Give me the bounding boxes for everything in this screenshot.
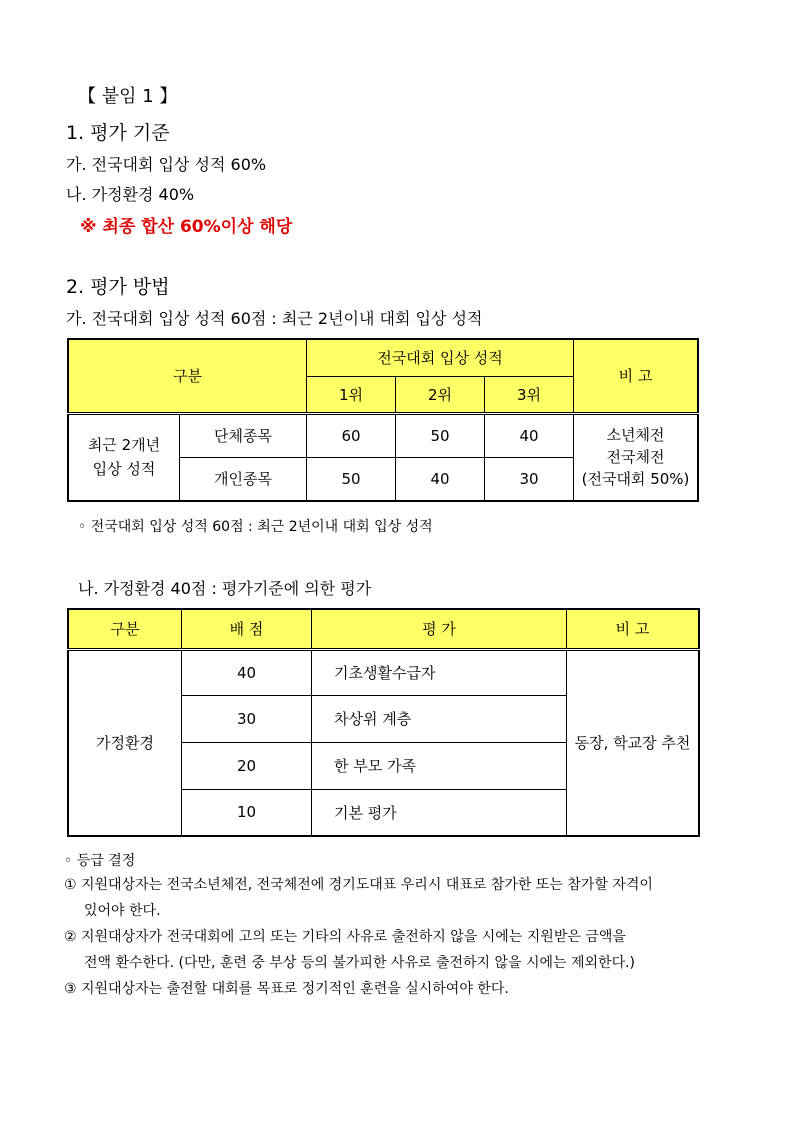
header-rank-1: 1위: [307, 376, 396, 413]
header-category: 구분: [68, 339, 307, 413]
remark-cell: [574, 413, 699, 501]
remark-cell: 동장, 학교장 추천: [567, 649, 700, 836]
evaluation-cell: 기초생활수급자: [312, 649, 567, 695]
category-cell: 가정환경: [68, 649, 182, 836]
attachment-label: 【 붙임 1 】: [78, 86, 178, 107]
evaluation-cell: 차상위 계층: [312, 695, 567, 742]
table-cell: 40: [396, 457, 485, 501]
table-cell: 50: [396, 413, 485, 457]
row-label: [68, 413, 180, 501]
header-group: 전국대회 입상 성적: [307, 339, 574, 376]
score-cell: 30: [182, 695, 312, 742]
remark-line-3: (전국대회 50%): [581, 470, 690, 489]
subsection-a: 가. 전국대회 입상 성적 60점 : 최근 2년이내 대회 입상 성적: [66, 309, 483, 328]
header-remark: 비 고: [574, 339, 699, 413]
rule-2: ② 지원대상자가 전국대회에 고의 또는 기타의 사유로 출전하지 않을 시에는 지원받은 금액을: [64, 929, 626, 945]
rule-1-cont: 있어야 한다.: [84, 903, 161, 919]
threshold-note: ※ 최종 합산 60%이상 해당: [80, 217, 293, 237]
table-cell: 40: [485, 413, 574, 457]
section1-heading: 1. 평가 기준: [66, 122, 170, 144]
table-cell: 50: [307, 457, 396, 501]
row-label-line-2: 입상 성적: [92, 460, 156, 479]
evaluation-cell: 기본 평가: [312, 789, 567, 836]
family-environment-table: [67, 608, 700, 837]
table-cell: 60: [307, 413, 396, 457]
header-rank-2: 2위: [396, 376, 485, 413]
score-cell: 40: [182, 649, 312, 695]
rule-3: ③ 지원대상자는 출전할 대회를 목표로 정기적인 훈련을 실시하여야 한다.: [64, 981, 509, 997]
header-category: 구분: [68, 609, 182, 649]
event-type-individual: 개인종목: [180, 457, 307, 501]
remark-line-2: 전국체전: [606, 448, 665, 467]
header-evaluation: 평 가: [312, 609, 567, 649]
section2-heading: 2. 평가 방법: [66, 276, 170, 298]
score-cell: 20: [182, 742, 312, 789]
criteria-item-2: 나. 가정환경 40%: [66, 185, 195, 204]
criteria-item-1: 가. 전국대회 입상 성적 60%: [66, 155, 267, 174]
subsection-b: 나. 가정환경 40점 : 평가기준에 의한 평가: [78, 579, 372, 598]
competition-score-table: [67, 338, 699, 502]
header-rank-3: 3위: [485, 376, 574, 413]
evaluation-cell: 한 부모 가족: [312, 742, 567, 789]
row-label-line-1: 최근 2개년: [87, 436, 161, 455]
remark-line-1: 소년체전: [606, 426, 665, 445]
grade-title: ◦ 등급 결정: [64, 853, 136, 869]
score-cell: 10: [182, 789, 312, 836]
event-type-team: 단체종목: [180, 413, 307, 457]
header-remark: 비 고: [567, 609, 700, 649]
header-score: 배 점: [182, 609, 312, 649]
rule-2-cont: 전액 환수한다. (다만, 훈련 중 부상 등의 불가피한 사유로 출전하지 않을 시에는 제외한다.): [84, 955, 636, 971]
rule-1: ① 지원대상자는 전국소년체전, 전국체전에 경기도대표 우리시 대표로 참가한 또는 참가할 자격이: [64, 877, 653, 893]
note-a: ◦ 전국대회 입상 성적 60점 : 최근 2년이내 대회 입상 성적: [78, 519, 433, 535]
table-cell: 30: [485, 457, 574, 501]
